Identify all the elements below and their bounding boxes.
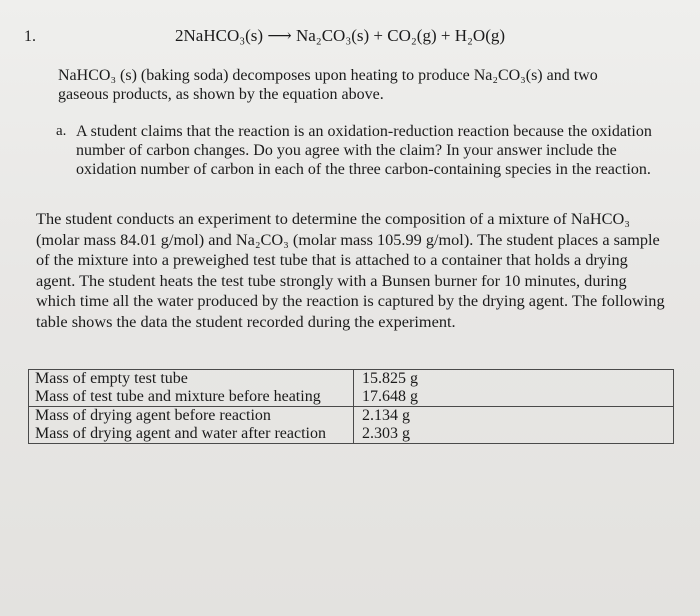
table-label-cell: [29, 407, 354, 444]
question-intro: NaHCO₃ (s) (baking soda) decomposes upon heating to produce Na₂CO₃(s) and two gaseous products, as shown by the equation above.: [58, 67, 598, 103]
table-value-cell: [354, 407, 674, 444]
table-value-cell: [354, 370, 674, 407]
experiment-description: The student conducts an experiment to determine the composition of a mixture of NaHCO₃ (molar mass 84.01 g/mol) and Na₂CO₃ (molar mass 105.99 g/mol). The student places a sample of the mixture into a preweighed test tube that is attached to a container that holds a drying agent. The student heats the test tube strongly with a Bunsen burner for 10 minutes, during which time all the water produced by the reaction is captured by the drying agent. The following table shows the data the student recorded during the experiment.: [36, 209, 665, 331]
part-a-text: A student claims that the reaction is an oxidation-reduction reaction because the oxidation number of carbon changes. Do you agree with the claim? In your answer include the oxidation number of carbon in each of the three carbon-containing species in the reaction.: [76, 123, 652, 178]
row-value: 17.648 g: [362, 388, 418, 405]
row-value: 2.303 g: [362, 425, 410, 442]
row-value: 15.825 g: [362, 370, 418, 387]
row-label: Mass of test tube and mixture before heating: [35, 388, 321, 405]
table-row: [29, 370, 674, 407]
row-label: Mass of empty test tube: [35, 370, 188, 387]
row-value: 2.134 g: [362, 407, 410, 424]
data-table: [28, 369, 674, 444]
table-row: [29, 407, 674, 444]
row-label: Mass of drying agent and water after reaction: [35, 425, 326, 442]
reaction-equation: 2NaHCO₃(s) ⟶ Na₂CO₃(s) + CO₂(g) + H₂O(g): [175, 26, 506, 45]
part-a-label: a.: [56, 123, 67, 139]
question-number: 1.: [24, 28, 36, 45]
table-label-cell: [29, 370, 354, 407]
row-label: Mass of drying agent before reaction: [35, 407, 271, 424]
